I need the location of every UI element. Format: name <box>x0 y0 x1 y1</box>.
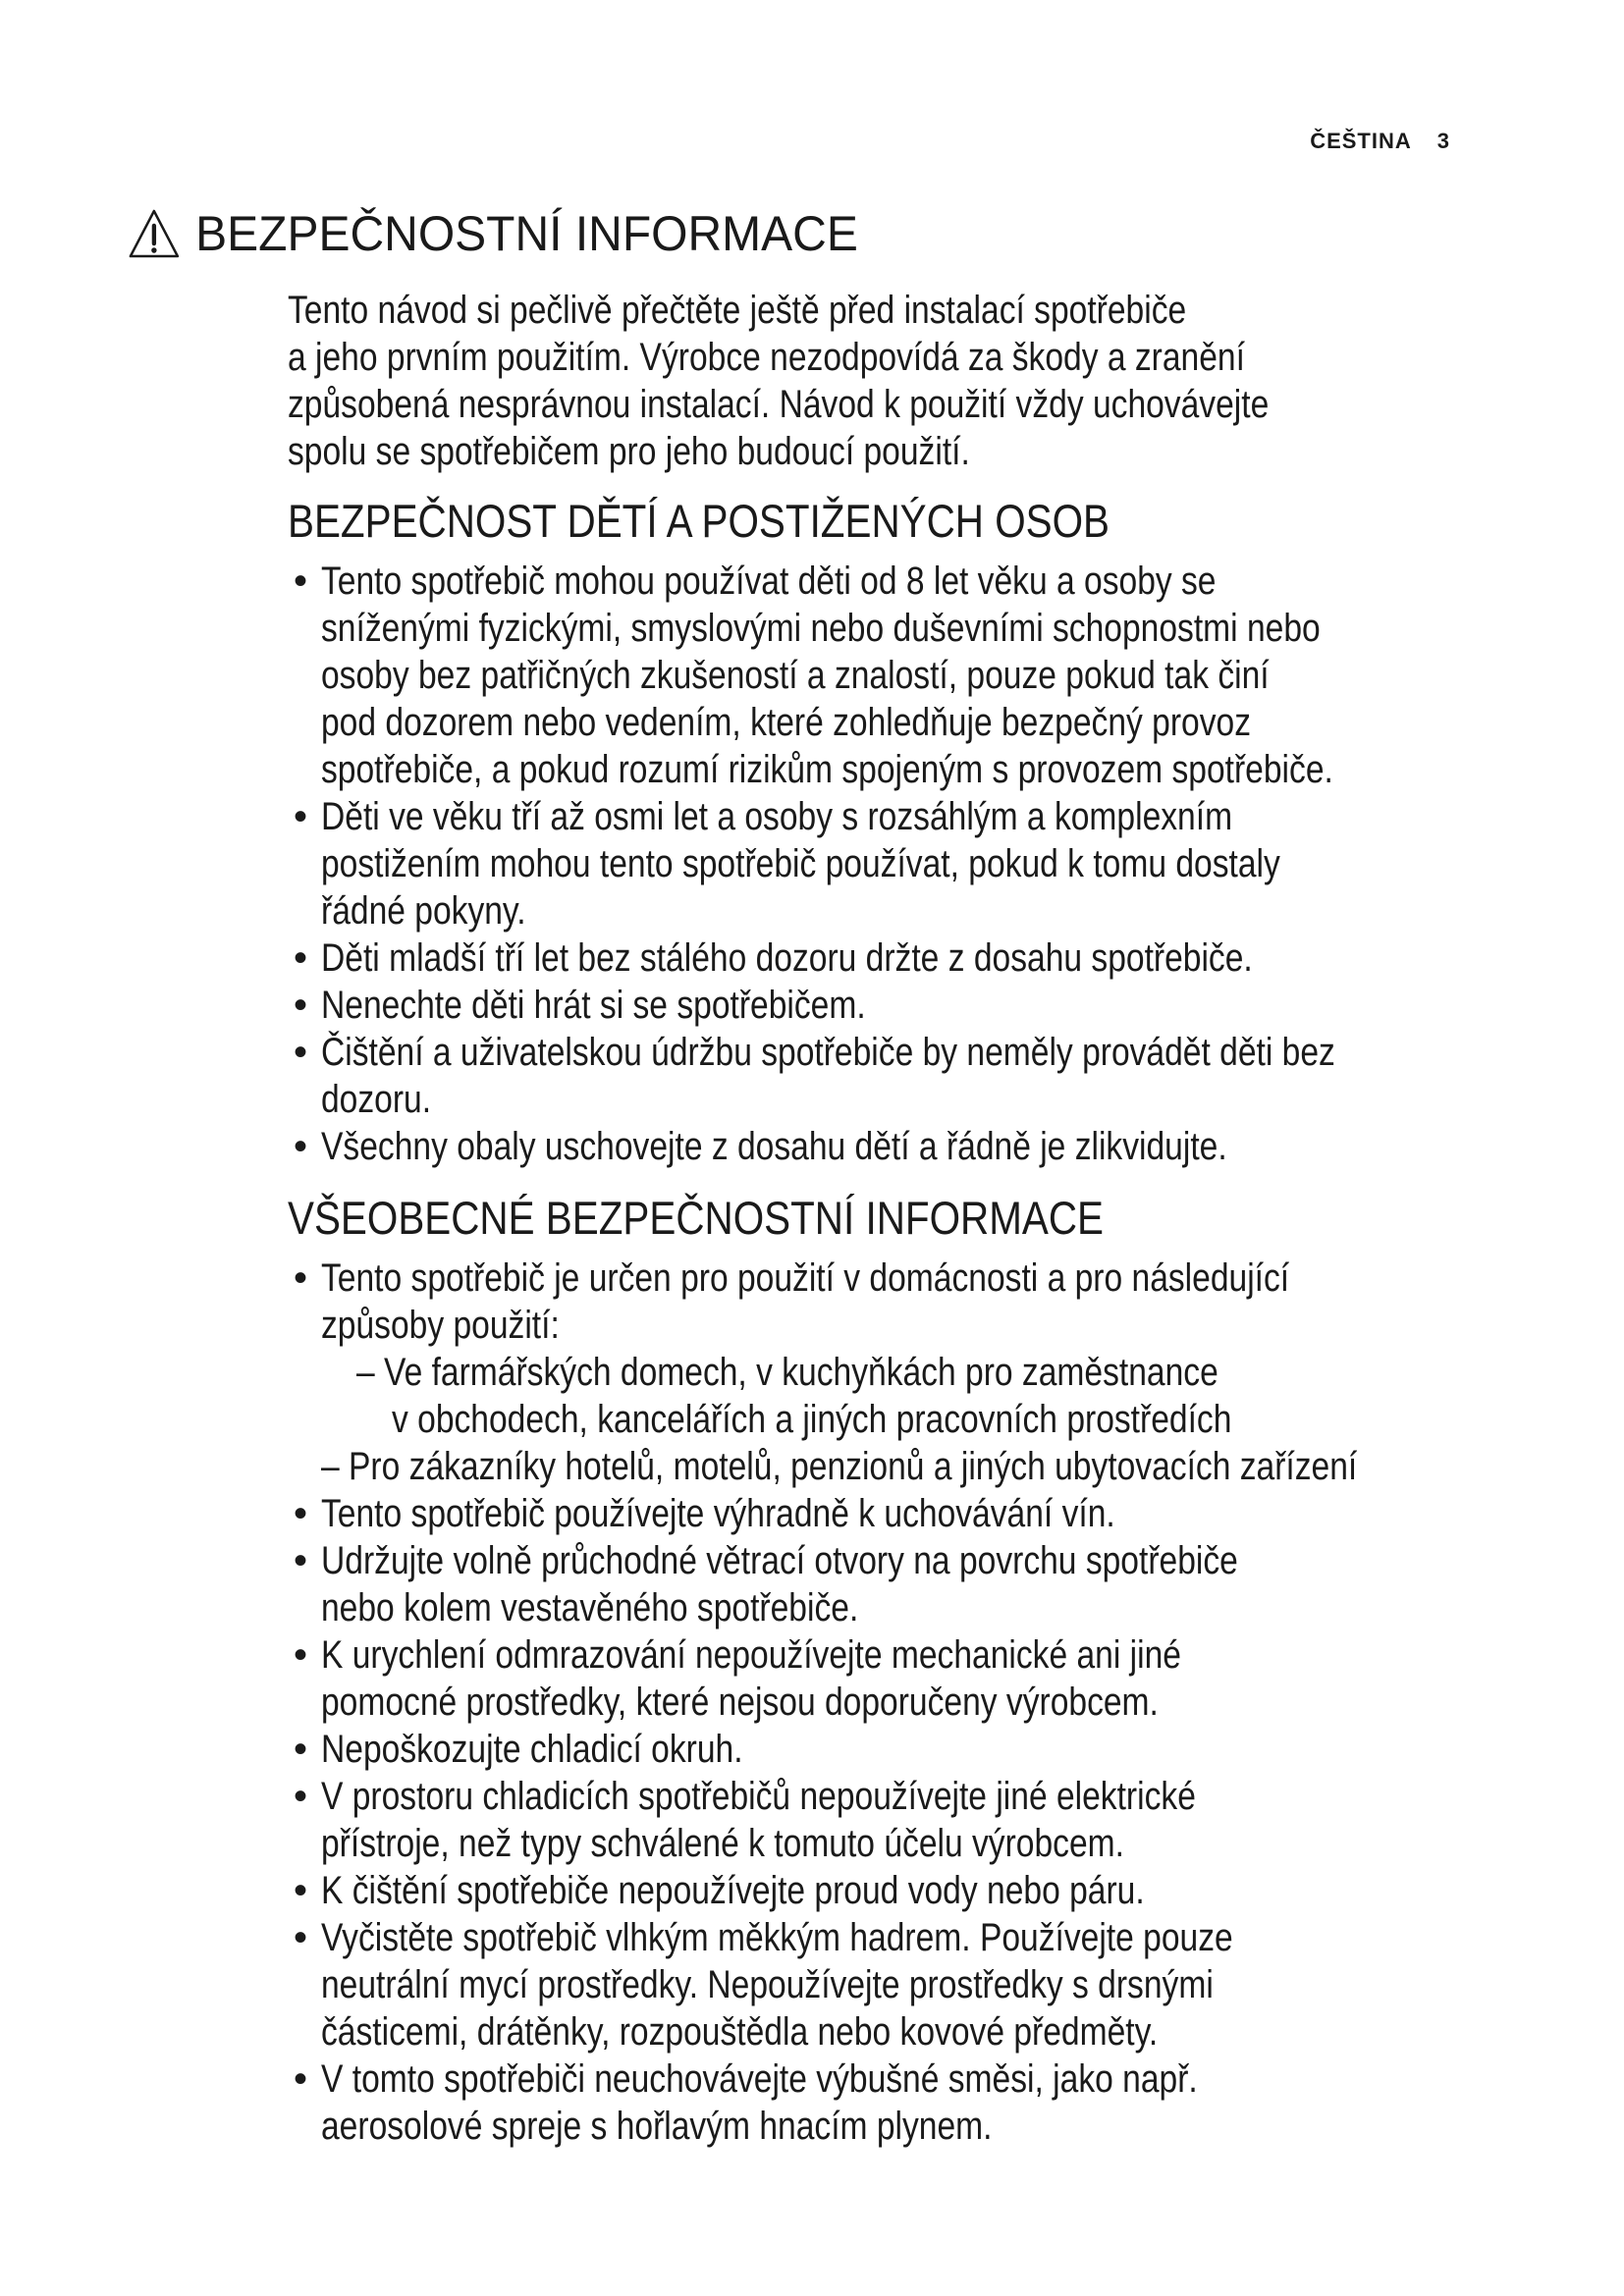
sub-list-item: – Pro zákazníky hotelů, motelů, penzionů a jiných ubytovacích zařízení <box>321 1445 1358 1488</box>
sub-list <box>288 1349 1495 1490</box>
page-title <box>128 208 858 259</box>
warning-triangle-icon <box>128 208 181 259</box>
sub-list-item: – Ve farmářských domech, v kuchyňkách pro zaměstnance <box>356 1351 1218 1394</box>
document-body <box>288 287 1495 2171</box>
list-item: • Vyčistěte spotřebič vlhkým měkkým hadrem. Používejte pouze neutrální mycí prostředky. Nepoužívejte prostředky s drsnými částicemi, drátěnky, rozpouštědla nebo kovové předměty. <box>293 1916 1233 2054</box>
general-safety-list <box>288 1255 1495 1349</box>
intro-paragraph <box>288 287 1495 475</box>
section-heading-general-safety: VŠEOBECNÉ BEZPEČNOSTNÍ INFORMACE <box>288 1192 1104 1244</box>
page-title-text: BEZPEČNOSTNÍ INFORMACE <box>195 206 858 261</box>
list-item: • Nepoškozujte chladicí okruh. <box>293 1728 743 1771</box>
list-item: • K čištění spotřebiče nepoužívejte proud vody nebo páru. <box>293 1869 1145 1912</box>
list-item: • Čištění a uživatelskou údržbu spotřebiče by neměly provádět děti bez dozoru. <box>293 1031 1335 1121</box>
page-number: 3 <box>1436 129 1450 153</box>
intro-line: Tento návod si pečlivě přečtěte ještě před instalací spotřebiče <box>288 289 1187 332</box>
children-safety-list <box>288 558 1495 1170</box>
running-header <box>1310 129 1450 154</box>
list-item: • Tento spotřebič používejte výhradně k uchovávání vín. <box>293 1492 1115 1535</box>
intro-line: spolu se spotřebičem pro jeho budoucí použití. <box>288 430 970 473</box>
list-item: • V tomto spotřebiči neuchovávejte výbušné směsi, jako např. aerosolové spreje s hořlavým hnacím plynem. <box>293 2057 1198 2148</box>
list-item: • Všechny obaly uschovejte z dosahu dětí a řádně je zlikvidujte. <box>293 1125 1227 1168</box>
language-label: ČEŠTINA <box>1310 129 1412 153</box>
list-item: • Děti mladší tří let bez stálého dozoru držte z dosahu spotřebiče. <box>293 936 1253 980</box>
general-safety-list-continued <box>288 1490 1495 2150</box>
section-heading-children-safety: BEZPEČNOST DĚTÍ A POSTIŽENÝCH OSOB <box>288 495 1110 547</box>
list-item: • Děti ve věku tří až osmi let a osoby s rozsáhlým a komplexním postižením mohou tento spotřebič používat, pokud k tomu dostaly řádné pokyny. <box>293 795 1280 933</box>
list-item: • Udržujte volně průchodné větrací otvory na povrchu spotřebiče nebo kolem vestavěného spotřebiče. <box>293 1539 1238 1629</box>
list-item: • Tento spotřebič je určen pro použití v domácnosti a pro následující způsoby použití: <box>293 1256 1290 1347</box>
list-item: • Tento spotřebič mohou používat děti od 8 let věku a osoby se sníženými fyzickými, smyslovými nebo duševními schopnostmi nebo osoby bez patřičných zkušeností a znalostí, pouze pokud tak činí pod dozorem nebo vedením, které zohledňuje bezpečný provoz spotřebiče, a pokud rozumí rizikům spojeným s provozem spotřebiče. <box>293 560 1333 791</box>
list-item: • K urychlení odmrazování nepoužívejte mechanické ani jiné pomocné prostředky, které nejsou doporučeny výrobcem. <box>293 1633 1181 1724</box>
list-item: • V prostoru chladicích spotřebičů nepoužívejte jiné elektrické přístroje, než typy schválené k tomuto účelu výrobcem. <box>293 1775 1196 1865</box>
list-item: • Nenechte děti hrát si se spotřebičem. <box>293 984 866 1027</box>
intro-line: a jeho prvním použitím. Výrobce nezodpovídá za škody a zranění <box>288 336 1245 379</box>
sub-list-item-continuation: v obchodech, kancelářích a jiných pracovních prostředích <box>392 1398 1232 1441</box>
intro-line: způsobená nesprávnou instalací. Návod k použití vždy uchovávejte <box>288 383 1270 426</box>
